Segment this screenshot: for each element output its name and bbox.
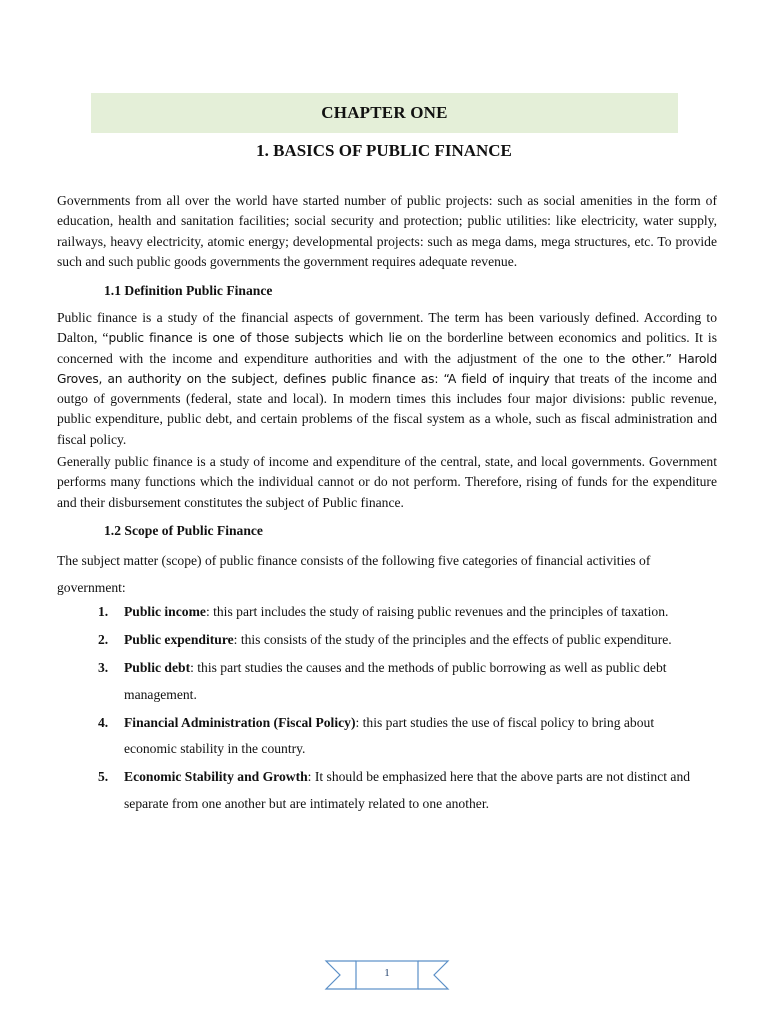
page-number: 1 — [384, 967, 390, 979]
list-item — [98, 710, 698, 763]
dalton-quote-text: public finance is one of those subjects which lie — [108, 331, 403, 346]
list-item-term: Economic Stability and Growth — [124, 769, 308, 784]
definition-text-1: Public finance is a study of the financial aspects of government. The term has been variously defined. According to Dalton, “ — [57, 310, 717, 346]
list-item — [98, 627, 698, 654]
definition-text-2: on the borderline between economics and politics. It is concerned with the income and expenditure authorities and with the adjustment of the one to — [57, 330, 717, 366]
definition-paragraph-1 — [57, 308, 717, 450]
list-item — [98, 655, 698, 708]
section-heading-scope: 1.2 Scope of Public Finance — [104, 523, 263, 538]
definition-text-3: that treats of the income and outgo of governments (federal, state and local). In modern times this includes four major divisions: public revenue, public expenditure, public debt, and certain problems of the fiscal system as a whole, such as fiscal administration and fiscal policy. — [57, 370, 717, 447]
list-item-term: Public debt — [124, 660, 191, 675]
list-item-term: Public income — [124, 604, 206, 619]
section-heading-definition: 1.1 Definition Public Finance — [104, 283, 273, 298]
chapter-label: CHAPTER ONE — [321, 103, 448, 122]
list-item — [98, 764, 698, 817]
list-item-term: Financial Administration (Fiscal Policy) — [124, 714, 356, 730]
list-item-number: 5. — [98, 769, 109, 784]
list-item-text: : this consists of the study of the principles and the effects of public expenditure. — [233, 632, 672, 647]
list-item-number: 4. — [98, 714, 109, 730]
list-item-text: : this part includes the study of raising public revenues and the principles of taxation. — [205, 604, 669, 619]
list-item-term: Public expenditure — [124, 632, 234, 647]
list-item-text: : It should be emphasized here that the above parts are not distinct and separate from one another but are intimately related to one another. — [124, 769, 691, 811]
list-item-text: : this part studies the use of fiscal policy to bring about economic stability in the country. — [124, 714, 655, 756]
groves-quote-text: the other.” Harold Groves, an authority on the subject, defines public finance as: “A field of inquiry — [57, 351, 717, 386]
list-item-number: 2. — [98, 632, 109, 647]
page-title: 1. BASICS OF PUBLIC FINANCE — [256, 141, 512, 160]
list-item — [98, 599, 698, 626]
intro-paragraph: Governments from all over the world have started number of public projects: such as social amenities in the form of education, health and sanitation facilities; social security and protection; public utilities: like electricity, water supply, railways, heavy electricity, atomic energy; developmental projects: such as mega dams, mega structures, etc. To provide such and such public goods governments the government requires adequate revenue. — [57, 193, 717, 269]
chapter-banner — [91, 93, 678, 133]
scope-intro-paragraph: The subject matter (scope) of public finance consists of the following five categories of financial activities of government: — [57, 553, 651, 595]
list-item-text: : this part studies the causes and the methods of public borrowing as well as public debt management. — [124, 660, 667, 702]
definition-paragraph-2: Generally public finance is a study of income and expenditure of the central, state, and local governments. Government performs many functions which the individual cannot or do not perform. Therefore, rising of funds for the expenditure and their disbursement constitutes the subject of Public finance. — [57, 454, 717, 510]
scope-list — [98, 599, 698, 819]
list-item-number: 3. — [98, 660, 109, 675]
list-item-number: 1. — [98, 604, 109, 619]
